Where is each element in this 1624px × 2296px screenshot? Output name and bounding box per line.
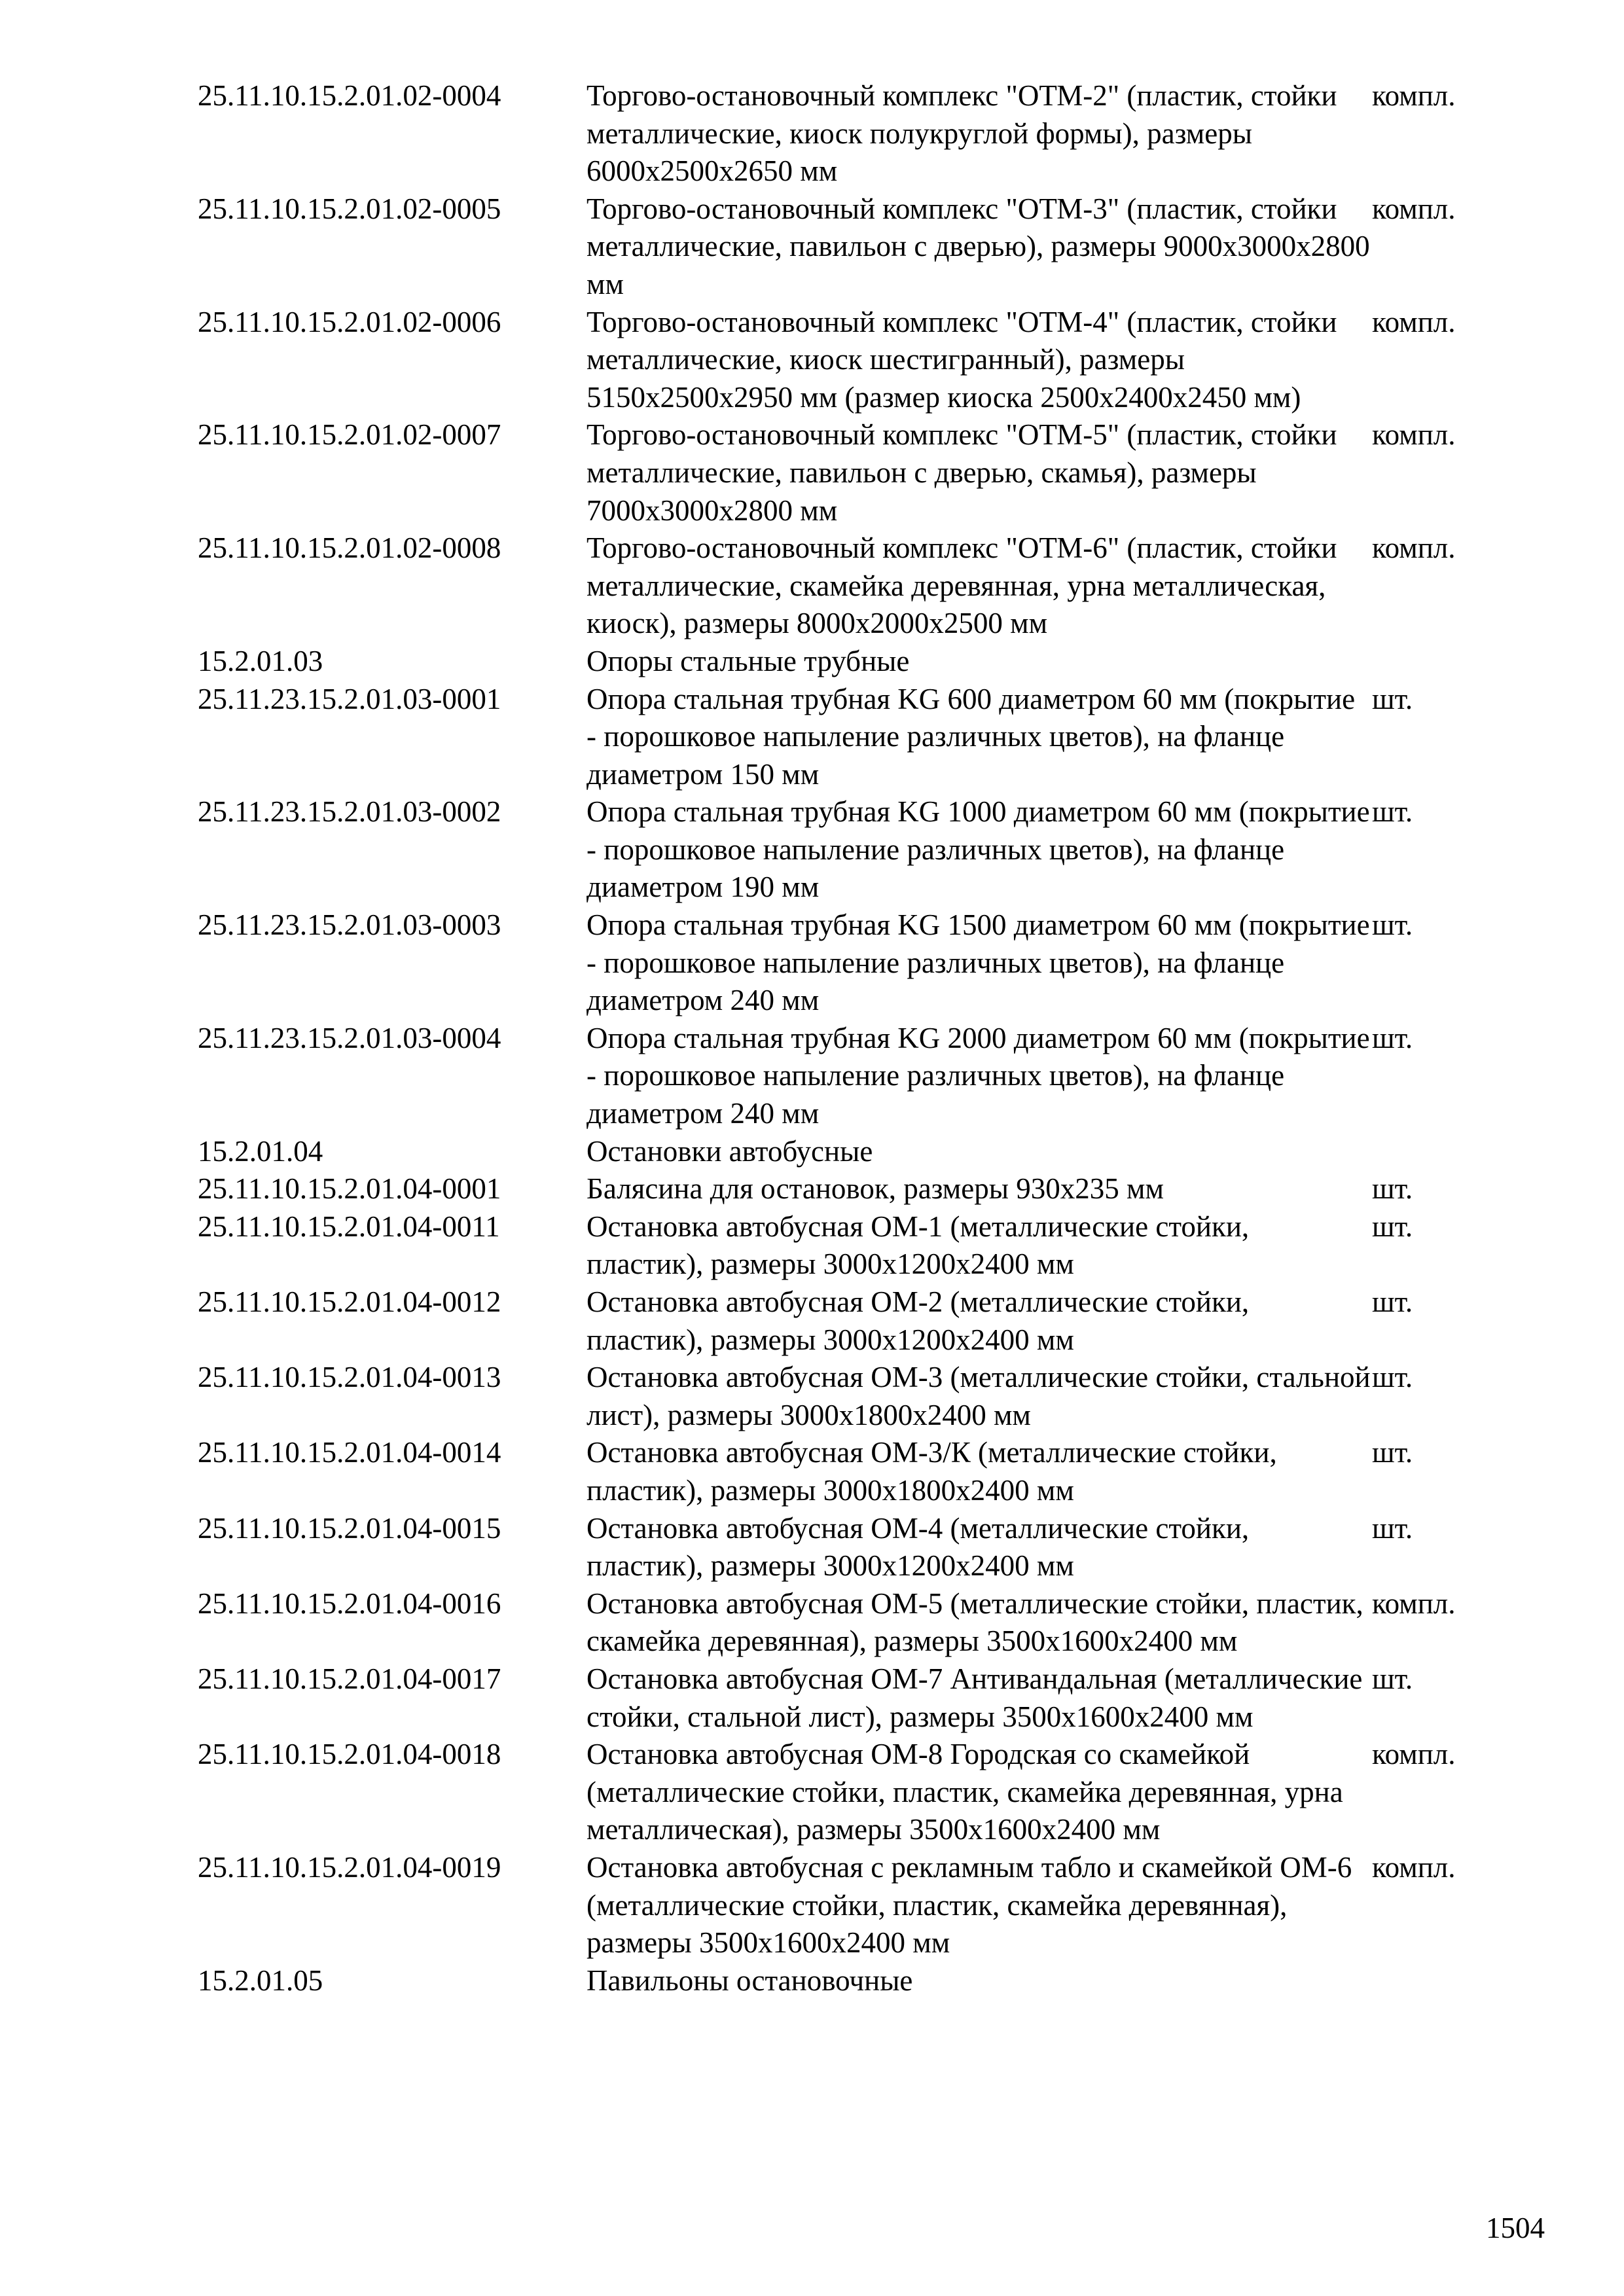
section-title: Опоры стальные трубные bbox=[586, 644, 910, 677]
resource-name: Опора стальная трубная KG 1000 диаметром 60 мм (покрытие - порошковое напыление различных цветов), на фланце диаметром 190 мм bbox=[586, 795, 1370, 904]
resource-name: Остановка автобусная ОМ-1 (металлические стойки, пластик), размеры 3000х1200х2400 мм bbox=[586, 1210, 1250, 1281]
resource-unit: шт. bbox=[1372, 1210, 1413, 1243]
table-row bbox=[198, 1585, 1494, 1660]
resource-code: 25.11.10.15.2.01.04-0015 bbox=[198, 1511, 501, 1545]
resource-unit: шт. bbox=[1372, 682, 1413, 715]
resource-unit: шт. bbox=[1372, 1662, 1413, 1695]
resource-code: 25.11.10.15.2.01.04-0012 bbox=[198, 1285, 501, 1318]
resource-code: 25.11.10.15.2.01.02-0004 bbox=[198, 79, 501, 112]
section-code: 15.2.01.05 bbox=[198, 1964, 323, 1997]
section-row bbox=[198, 643, 1494, 681]
resource-name: Остановка автобусная ОМ-7 Антивандальная (металлические стойки, стальной лист), размеры 3500х1600х2400 мм bbox=[586, 1662, 1363, 1733]
resource-code: 25.11.10.15.2.01.04-0013 bbox=[198, 1361, 501, 1394]
table-row bbox=[198, 416, 1494, 529]
resource-name: Опора стальная трубная KG 1500 диаметром 60 мм (покрытие - порошковое напыление различных цветов), на фланце диаметром 240 мм bbox=[586, 908, 1370, 1017]
resource-name: Опора стальная трубная KG 2000 диаметром 60 мм (покрытие - порошковое напыление различных цветов), на фланце диаметром 240 мм bbox=[586, 1021, 1370, 1130]
section-title: Павильоны остановочные bbox=[586, 1964, 913, 1997]
resource-name: Остановка автобусная с рекламным табло и скамейкой ОМ-6 (металлические стойки, пластик, скамейка деревянная), размеры 3500х1600х2400 мм bbox=[586, 1850, 1352, 1960]
resource-unit: шт. bbox=[1372, 1361, 1413, 1394]
resource-name: Торгово-остановочный комплекс "ОТМ-3" (пластик, стойки металлические, павильон с дверью), размеры 9000х3000х2800 мм bbox=[586, 192, 1370, 300]
resource-name: Торгово-остановочный комплекс "ОТМ-6" (пластик, стойки металлические, скамейка деревянная, урна металлическая, киоск), размеры 8000х2000х2500 мм bbox=[586, 531, 1337, 640]
section-row bbox=[198, 1962, 1494, 2000]
table-row bbox=[198, 1510, 1494, 1585]
resource-unit: шт. bbox=[1372, 795, 1413, 829]
table-row bbox=[198, 1020, 1494, 1133]
resource-table bbox=[198, 77, 1494, 2000]
resource-code: 25.11.10.15.2.01.04-0019 bbox=[198, 1850, 501, 1884]
table-row bbox=[198, 1359, 1494, 1434]
resource-code: 25.11.23.15.2.01.03-0001 bbox=[198, 682, 501, 715]
resource-name: Опора стальная трубная KG 600 диаметром 60 мм (покрытие - порошковое напыление различных цветов), на фланце диаметром 150 мм bbox=[586, 682, 1356, 791]
resource-unit: шт. bbox=[1372, 1436, 1413, 1469]
resource-name: Остановка автобусная ОМ-2 (металлические стойки, пластик), размеры 3000х1200х2400 мм bbox=[586, 1285, 1250, 1356]
resource-name: Торгово-остановочный комплекс "ОТМ-2" (пластик, стойки металлические, киоск полукруглой формы), размеры 6000х2500х2650 мм bbox=[586, 79, 1337, 188]
resource-name: Торгово-остановочный комплекс "ОТМ-4" (пластик, стойки металлические, киоск шестигранный), размеры 5150х2500х2950 мм (размер киоска 2500х2400х2450 мм) bbox=[586, 305, 1337, 414]
table-row bbox=[198, 529, 1494, 643]
resource-unit: шт. bbox=[1372, 1511, 1413, 1545]
resource-name: Торгово-остановочный комплекс "ОТМ-5" (пластик, стойки металлические, павильон с дверью, скамья), размеры 7000х3000х2800 мм bbox=[586, 418, 1337, 527]
table-row bbox=[198, 1736, 1494, 1849]
resource-unit: компл. bbox=[1372, 531, 1456, 565]
section-code: 15.2.01.04 bbox=[198, 1134, 323, 1168]
resource-unit: шт. bbox=[1372, 908, 1413, 942]
section-title: Остановки автобусные bbox=[586, 1134, 873, 1168]
resource-name: Балясина для остановок, размеры 930х235 мм bbox=[586, 1172, 1164, 1206]
section-code: 15.2.01.03 bbox=[198, 644, 323, 677]
resource-code: 25.11.10.15.2.01.04-0011 bbox=[198, 1210, 500, 1243]
table-row bbox=[198, 304, 1494, 417]
table-row bbox=[198, 1170, 1494, 1208]
resource-unit: шт. bbox=[1372, 1172, 1413, 1206]
table-row bbox=[198, 906, 1494, 1020]
section-row bbox=[198, 1133, 1494, 1171]
resource-unit: компл. bbox=[1372, 305, 1456, 338]
resource-code: 25.11.10.15.2.01.04-0017 bbox=[198, 1662, 501, 1695]
resource-code: 25.11.23.15.2.01.03-0002 bbox=[198, 795, 501, 829]
table-row bbox=[198, 681, 1494, 794]
resource-name: Остановка автобусная ОМ-8 Городская со скамейкой (металлические стойки, пластик, скамейка деревянная, урна металлическая), размеры 3500х1600х2400 мм bbox=[586, 1738, 1343, 1846]
resource-unit: компл. bbox=[1372, 418, 1456, 452]
resource-code: 25.11.10.15.2.01.02-0006 bbox=[198, 305, 501, 338]
resource-unit: компл. bbox=[1372, 1738, 1456, 1771]
resource-unit: компл. bbox=[1372, 1850, 1456, 1884]
page-number: 1504 bbox=[1486, 2212, 1545, 2244]
resource-name: Остановка автобусная ОМ-3/К (металлические стойки, пластик), размеры 3000х1800х2400 мм bbox=[586, 1436, 1277, 1507]
resource-unit: компл. bbox=[1372, 1587, 1456, 1620]
resource-name: Остановка автобусная ОМ-3 (металлические стойки, стальной лист), размеры 3000х1800х2400 мм bbox=[586, 1361, 1371, 1431]
table-row bbox=[198, 77, 1494, 190]
resource-unit: шт. bbox=[1372, 1021, 1413, 1054]
table-row bbox=[198, 190, 1494, 304]
resource-unit: компл. bbox=[1372, 79, 1456, 112]
resource-code: 25.11.10.15.2.01.02-0005 bbox=[198, 192, 501, 225]
table-row bbox=[198, 1283, 1494, 1359]
resource-code: 25.11.10.15.2.01.04-0001 bbox=[198, 1172, 501, 1206]
resource-code: 25.11.10.15.2.01.04-0016 bbox=[198, 1587, 501, 1620]
table-row bbox=[198, 1660, 1494, 1736]
resource-code: 25.11.10.15.2.01.04-0018 bbox=[198, 1738, 501, 1771]
resource-name: Остановка автобусная ОМ-4 (металлические стойки, пластик), размеры 3000х1200х2400 мм bbox=[586, 1511, 1250, 1583]
resource-code: 25.11.23.15.2.01.03-0003 bbox=[198, 908, 501, 942]
resource-code: 25.11.10.15.2.01.04-0014 bbox=[198, 1436, 501, 1469]
resource-code: 25.11.23.15.2.01.03-0004 bbox=[198, 1021, 501, 1054]
resource-unit: шт. bbox=[1372, 1285, 1413, 1318]
table-row bbox=[198, 1849, 1494, 1962]
table-row bbox=[198, 1208, 1494, 1283]
resource-code: 25.11.10.15.2.01.02-0008 bbox=[198, 531, 501, 565]
resource-code: 25.11.10.15.2.01.02-0007 bbox=[198, 418, 501, 452]
table-row bbox=[198, 793, 1494, 906]
resource-name: Остановка автобусная ОМ-5 (металлические стойки, пластик, скамейка деревянная), размеры 3500х1600х2400 мм bbox=[586, 1587, 1363, 1658]
resource-unit: компл. bbox=[1372, 192, 1456, 225]
table-row bbox=[198, 1434, 1494, 1509]
